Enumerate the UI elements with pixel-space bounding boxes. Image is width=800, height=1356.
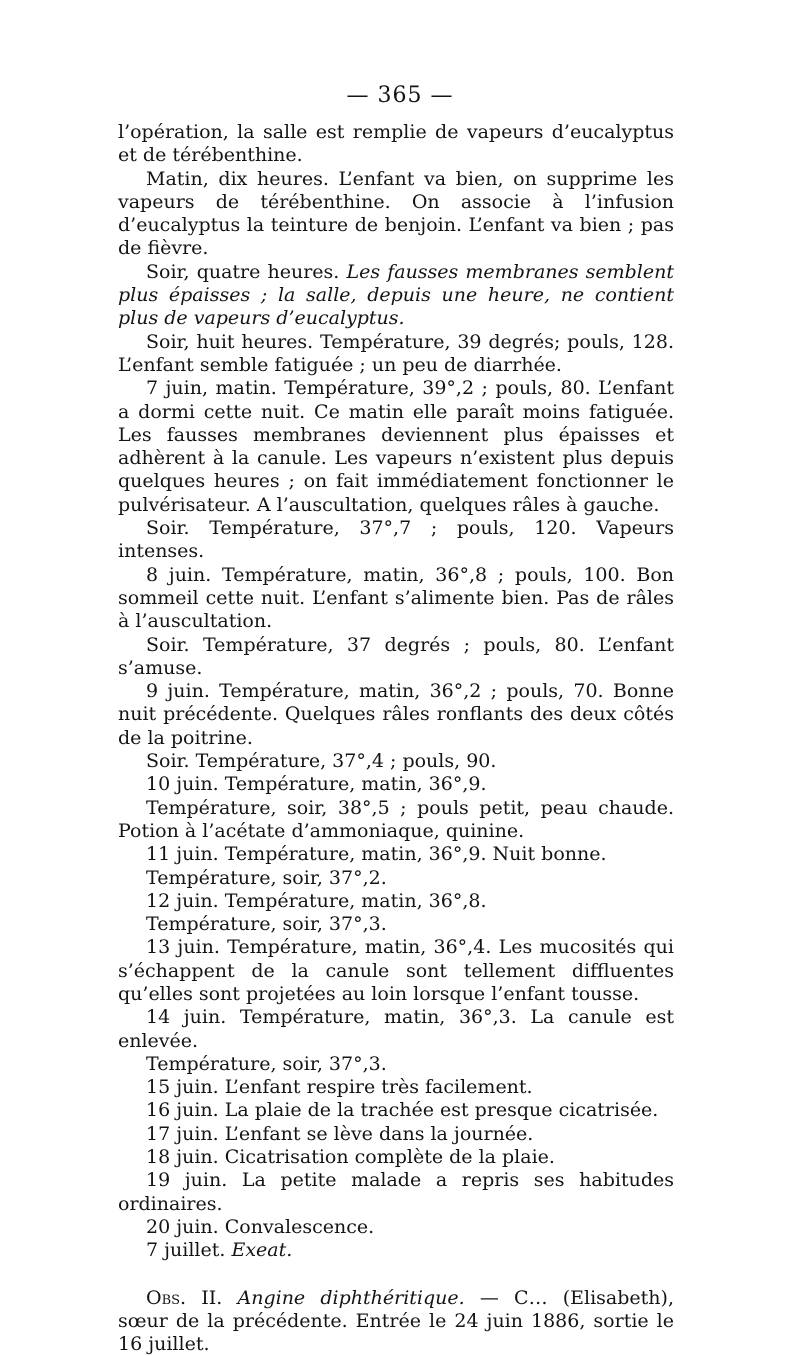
paragraph: 12 juin. Température, matin, 36°,8. [146,889,487,912]
paragraph: 9 juin. Température, matin, 36°,2 ; pouls, 70. Bonne nuit précédente. Quelques râles ronflants des deux côtés de la poitrine. [118,680,674,749]
italic-text: Exeat. [231,1239,293,1262]
paragraph: 15 juin. L’enfant respire très facilement. [146,1076,533,1099]
paragraph: 16 juin. La plaie de la trachée est presque cicatrisée. [146,1099,659,1122]
paragraph: 8 juin. Température, matin, 36°,8 ; pouls, 100. Bon sommeil cette nuit. L’enfant s’alimente bien. Pas de râles à l’auscultation. [118,563,674,633]
text-span: Soir, quatre heures. [146,260,347,283]
paragraph: 13 juin. Température, matin, 36°,4. Les mucosités qui s’échappent de la canule sont tellement diffluentes qu’elles sont projetées au loin lorsque l’enfant tousse. [118,936,674,1005]
paragraph: Soir, huit heures. Température, 39 degrés; pouls, 128. L’enfant semble fatiguée ; un peu de diarrhée. [118,330,674,376]
paragraph: l’opération, la salle est remplie de vapeurs d’eucalyptus et de térébenthine. [118,121,674,167]
paragraph: 10 juin. Température, matin, 36°,9. [146,773,487,796]
paragraph: Soir. Température, 37 degrés ; pouls, 80. L’enfant s’amuse. [118,633,674,679]
paragraph: 11 juin. Température, matin, 36°,9. Nuit bonne. [146,843,607,866]
paragraph: Matin, dix heures. L’enfant va bien, on supprime les vapeurs de térébenthine. On associe à l’infusion d’eucalyptus la teinture de benjoin. L’enfant va bien ; pas de fièvre. [118,167,674,260]
italic-text: Les fausses membranes semblent plus épaisses ; la salle, depuis une heure, ne contient plus de vapeurs d’eucalyptus. [118,260,674,330]
paragraph: 19 juin. La petite malade a repris ses habitudes ordinaires. [118,1169,674,1215]
paragraph [118,261,674,331]
text-span: — C… (Elisabeth), sœur de la précédente. Entrée le 24 juin 1886, sortie le 16 juillet. [118,1286,674,1356]
paragraph: Température, soir, 37°,3. [146,913,387,936]
paragraph: Soir. Température, 37°,7 ; pouls, 120. Vapeurs intenses. [118,517,674,563]
section-spacer [118,1263,674,1287]
obs-label: Obs. II. [146,1286,238,1309]
paragraph: 14 juin. Température, matin, 36°,3. La canule est enlevée. [118,1006,674,1052]
paragraph [118,1239,674,1262]
observation-heading [118,1287,674,1356]
paragraph: Température, soir, 37°,3. [146,1052,387,1075]
paragraph: Température, soir, 37°,2. [146,866,387,889]
paragraph: Soir. Température, 37°,4 ; pouls, 90. [146,750,497,773]
obs-title: Angine diphthéritique. [237,1286,465,1309]
paragraph: 18 juin. Cicatrisation complète de la plaie. [146,1146,555,1169]
text-span: 7 juillet. [146,1239,232,1262]
paragraph: Température, soir, 38°,5 ; pouls petit, peau chaude. Potion à l’acétate d’ammoniaque, quinine. [118,796,674,842]
paragraph: 17 juin. L’enfant se lève dans la journée. [146,1122,534,1145]
paragraph: 7 juin, matin. Température, 39°,2 ; pouls, 80. L’enfant a dormi cette nuit. Ce matin elle paraît moins fatiguée. Les fausses membranes deviennent plus épaisses et adhèrent à la canule. Les vapeurs n’existent plus depuis quelques heures ; on fait immédiatement fonctionner le pulvérisateur. A l’auscultation, quelques râles à gauche. [118,377,674,516]
page-number: — 365 — [346,83,454,108]
paragraph: 20 juin. Convalescence. [146,1215,375,1238]
body-text [118,121,674,1356]
